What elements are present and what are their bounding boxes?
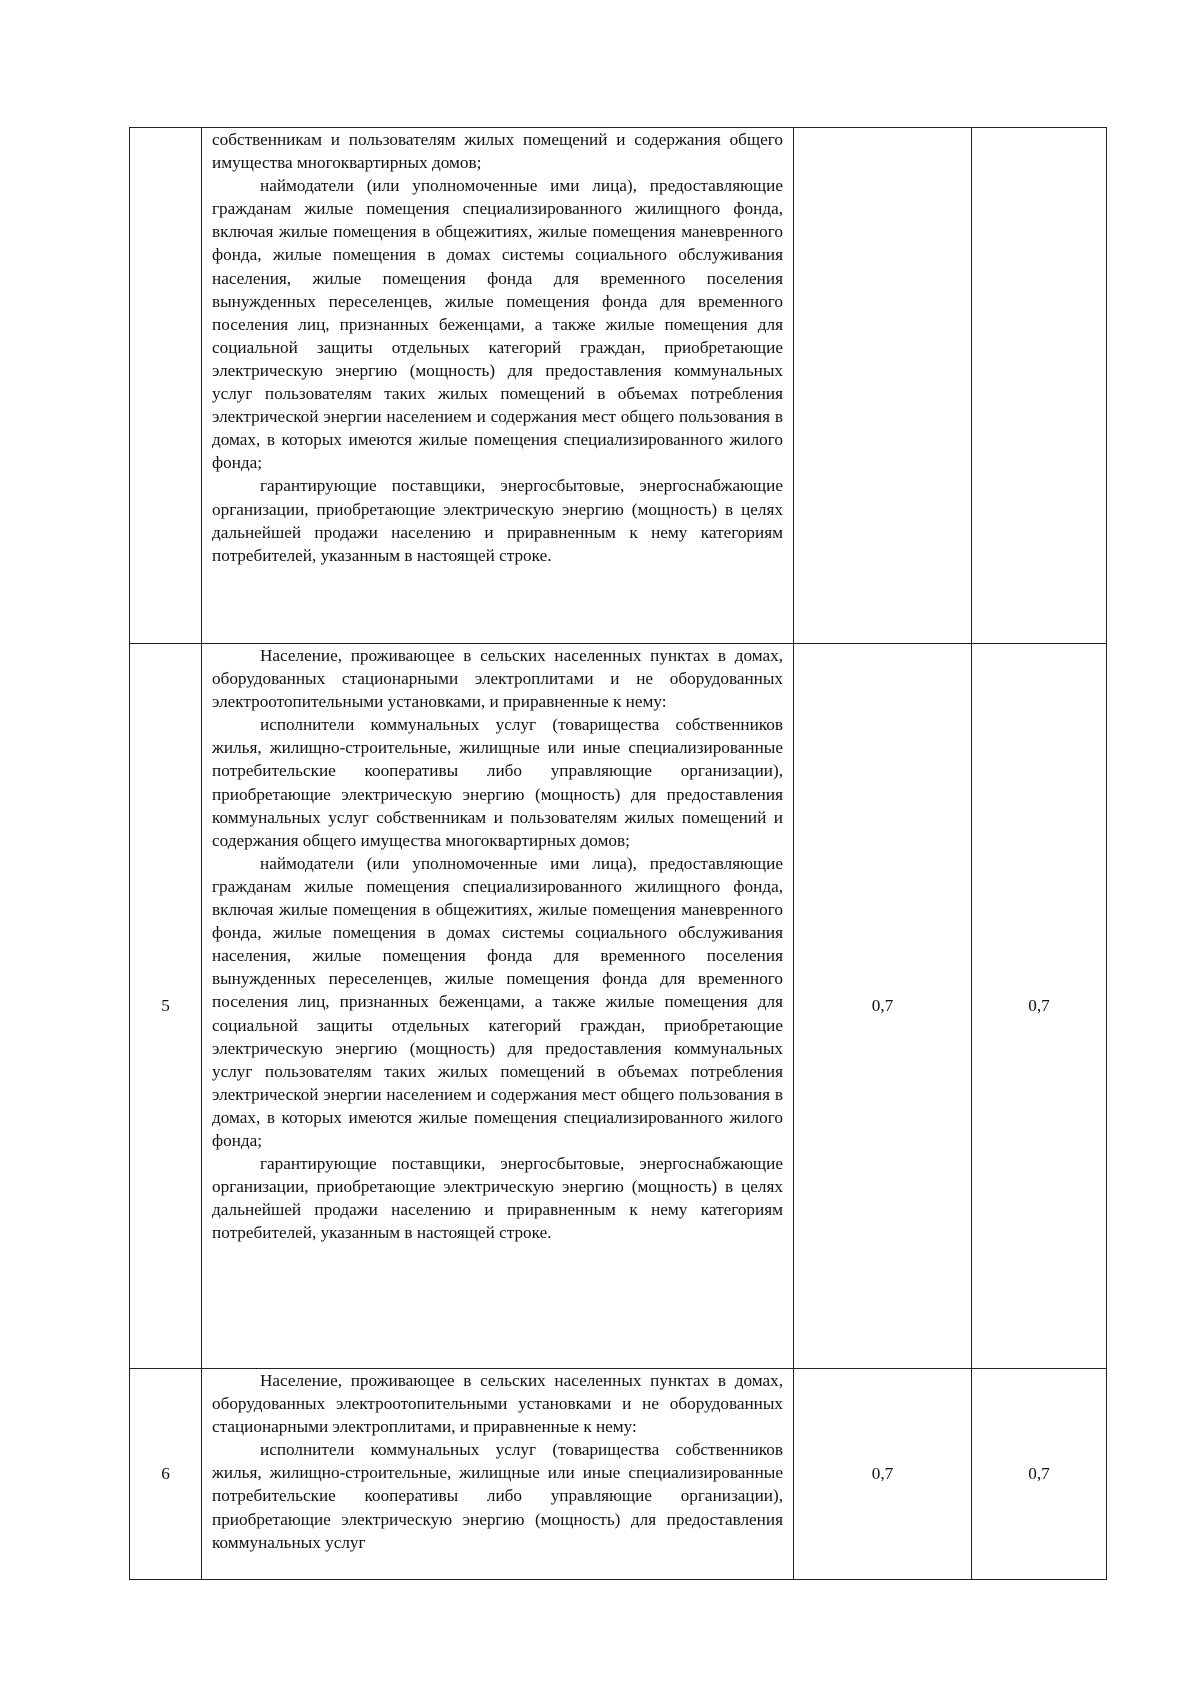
description-paragraph: исполнители коммунальных услуг (товарищества собственников жилья, жилищно-строительные, жилищные или иные специализированные потребительские кооперативы либо управляющие организации), приобретающие электрическую энергию (мощность) для предоставления коммунальных услуг собственникам и пользователям жилых помещений и содержания общего имущества многоквартирных домов; — [212, 715, 783, 850]
table-row — [130, 644, 1107, 1369]
row-value-1 — [794, 128, 972, 644]
description-paragraph: исполнители коммунальных услуг (товарищества собственников жилья, жилищно-строительные, жилищные или иные специализированные потребительские кооперативы либо управляющие организации), приобретающие электрическую энергию (мощность) для предоставления коммунальных услуг — [212, 1440, 783, 1552]
row-value-2: 0,7 — [972, 644, 1107, 1369]
tariff-table — [129, 127, 1107, 1580]
description-paragraph: гарантирующие поставщики, энергосбытовые, энергоснабжающие организации, приобретающие электрическую энергию (мощность) в целях дальнейшей продажи населению и приравненным к нему категориям потребителей, указанным в настоящей строке. — [212, 1154, 783, 1243]
description-paragraph: Население, проживающее в сельских населенных пунктах в домах, оборудованных стационарными электроплитами и не оборудованных электроотопительными установками, и приравненные к нему: — [212, 646, 783, 712]
description-paragraph: наймодатели (или уполномоченные ими лица), предоставляющие гражданам жилые помещения специализированного жилищного фонда, включая жилые помещения в общежитиях, жилые помещения маневренного фонда, жилые помещения в домах системы социального обслуживания населения, жилые помещения фонда для временного поселения вынужденных переселенцев, жилые помещения фонда для временного поселения лиц, признанных беженцами, а также жилые помещения для социальной защиты отдельных категорий граждан, приобретающие электрическую энергию (мощность) для предоставления коммунальных услуг пользователям таких жилых помещений в объемах потребления электрической энергии населением и содержания мест общего пользования в домах, в которых имеются жилые помещения специализированного жилого фонда; — [212, 853, 783, 1150]
row-description — [202, 644, 794, 1369]
table-row — [130, 1369, 1107, 1580]
row-value-2 — [972, 128, 1107, 644]
description-paragraph: гарантирующие поставщики, энергосбытовые, энергоснабжающие организации, приобретающие электрическую энергию (мощность) в целях дальнейшей продажи населению и приравненным к нему категориям потребителей, указанным в настоящей строке. — [212, 476, 783, 565]
row-description — [202, 1369, 794, 1580]
table-row — [130, 128, 1107, 644]
row-number: 6 — [130, 1369, 202, 1580]
description-paragraph: собственникам и пользователям жилых помещений и содержания общего имущества многоквартирных домов; — [212, 130, 783, 173]
row-description — [202, 128, 794, 644]
row-value-1: 0,7 — [794, 644, 972, 1369]
description-paragraph: Население, проживающее в сельских населенных пунктах в домах, оборудованных электроотопительными установками и не оборудованных стационарными электроплитами, и приравненные к нему: — [212, 1371, 783, 1437]
description-paragraph: наймодатели (или уполномоченные ими лица), предоставляющие гражданам жилые помещения специализированного жилищного фонда, включая жилые помещения в общежитиях, жилые помещения маневренного фонда, жилые помещения в домах системы социального обслуживания населения, жилые помещения фонда для временного поселения вынужденных переселенцев, жилые помещения фонда для временного поселения лиц, признанных беженцами, а также жилые помещения для социальной защиты отдельных категорий граждан, приобретающие электрическую энергию (мощность) для предоставления коммунальных услуг пользователям таких жилых помещений в объемах потребления электрической энергии населением и содержания мест общего пользования в домах, в которых имеются жилые помещения специализированного жилого фонда; — [212, 176, 783, 473]
row-number: 5 — [130, 644, 202, 1369]
row-value-2: 0,7 — [972, 1369, 1107, 1580]
row-value-1: 0,7 — [794, 1369, 972, 1580]
row-number — [130, 128, 202, 644]
